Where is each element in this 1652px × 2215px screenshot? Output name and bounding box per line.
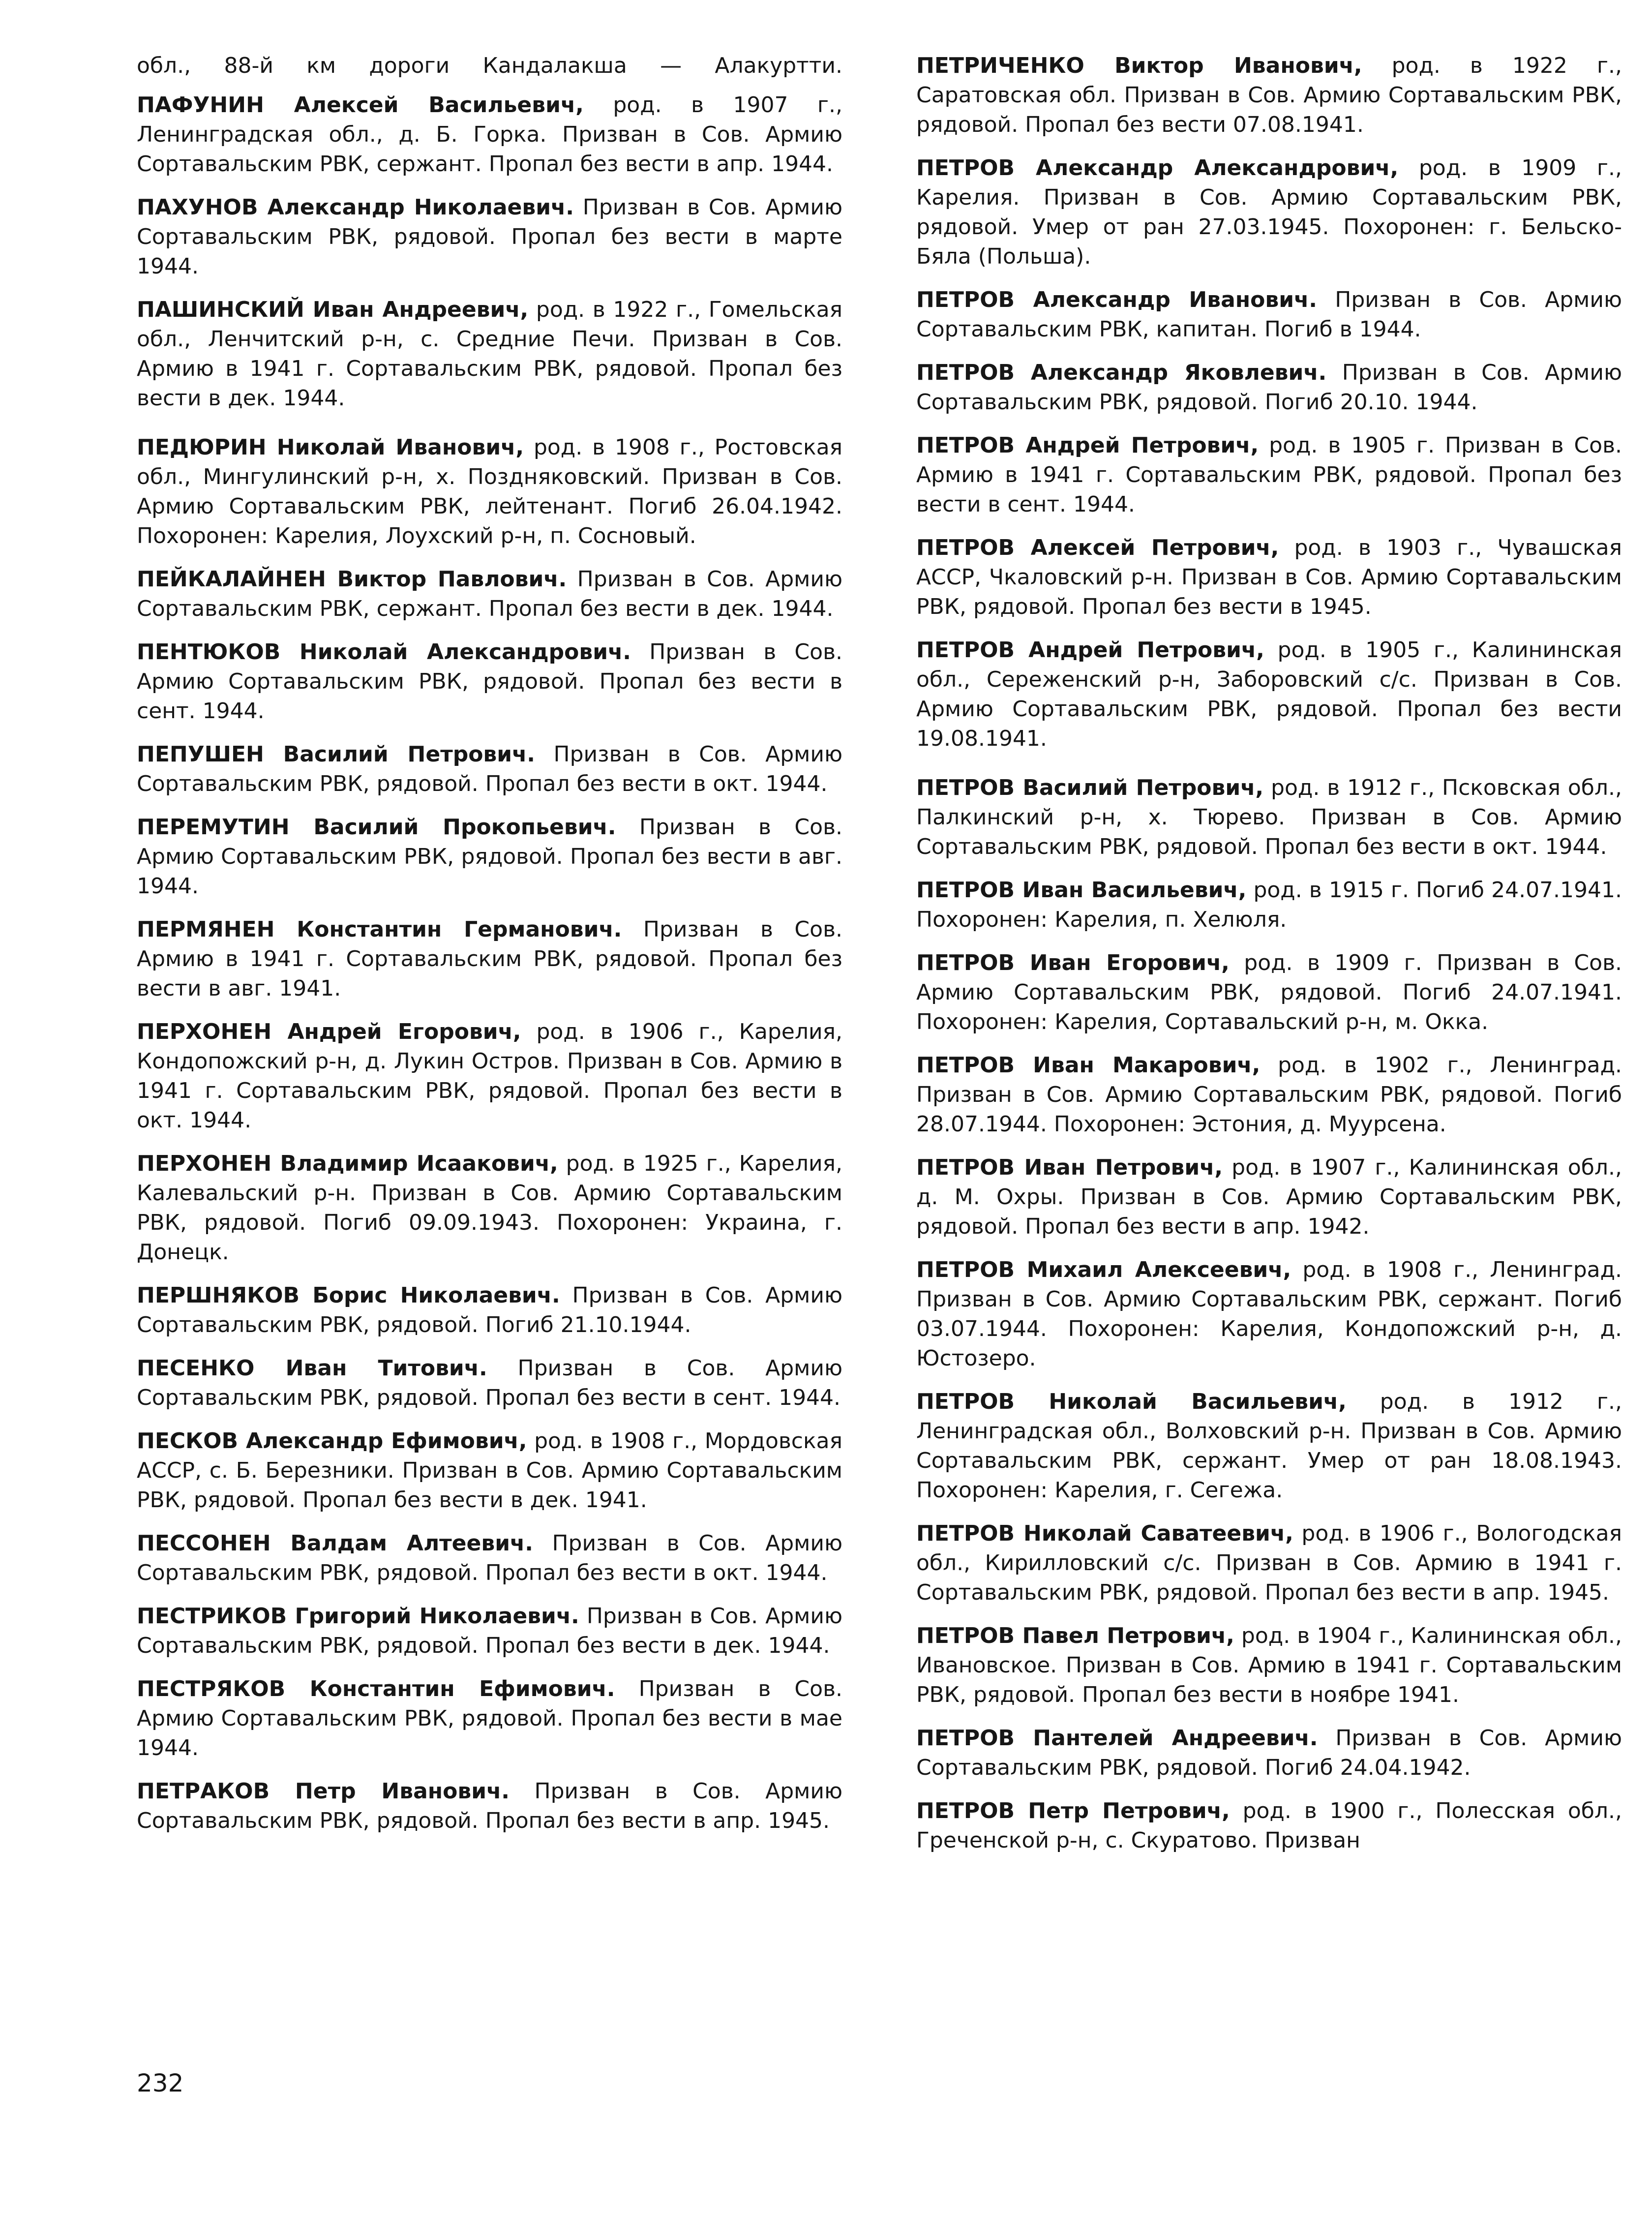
entry-name: ПЕТРОВ Василий Петрович, bbox=[916, 775, 1264, 800]
entry-name: ПЕТРОВ Иван Егорович, bbox=[916, 950, 1230, 975]
left-column bbox=[137, 51, 842, 1850]
list-entry bbox=[916, 51, 1622, 140]
entry-text: Призван в Сов. Армию Сортавальским РВК, рядовой. Пропал без вести в дек. 1944. bbox=[137, 1604, 843, 1658]
entry-text: Призван в Сов. Армию Сортавальским РВК, рядовой. Погиб 21.10.1944. bbox=[137, 1283, 842, 1337]
entry-text: Призван в Сов. Армию Сортавальским РВК, рядовой. Пропал без вести в апр. 1945. bbox=[137, 1779, 842, 1833]
list-entry bbox=[916, 773, 1622, 862]
list-entry bbox=[137, 433, 842, 551]
entry-name: ПЕТРОВ Петр Петрович, bbox=[916, 1798, 1230, 1823]
entry-text: Призван в Сов. Армию Сортавальским РВК, рядовой. Пропал без вести в марте 1944. bbox=[137, 195, 843, 279]
entry-name: ПЕДЮРИН Николай Иванович, bbox=[137, 435, 524, 460]
entry-name: ПЕСТРЯКОВ Константин Ефимович. bbox=[137, 1676, 615, 1701]
entry-name: ПЕТРОВ Андрей Петрович, bbox=[916, 637, 1264, 663]
entry-text: род. в 1912 г., Псковская обл., Палкинский р-н, х. Тюрево. Призван в Сов. Армию Сортавальским РВК, рядовой. Пропал без вести в окт. 1944. bbox=[916, 775, 1622, 859]
list-entry bbox=[137, 740, 842, 799]
list-entry bbox=[916, 1387, 1622, 1505]
entry-text: Призван в Сов. Армию Сортавальским РВК, рядовой. Пропал без вести в авг. 1944. bbox=[137, 815, 842, 899]
entry-text: род. в 1907 г., Калининская обл., д. М. Охры. Призван в Сов. Армию Сортавальским РВК, рядовой. Пропал без вести в апр. 1942. bbox=[916, 1155, 1622, 1239]
entry-text: род. в 1908 г., Ленинград. Призван в Сов. Армию Сортавальским РВК, сержант. Погиб 03.07.1944. Похоронен: Карелия, Кондопожский р-н, д. Юстозеро. bbox=[916, 1257, 1622, 1371]
entry-text: род. в 1907 г., Ленинградская обл., д. Б. Горка. Призван в Сов. Армию Сортавальским РВК, сержант. Пропал без вести в апр. 1944. bbox=[137, 92, 842, 177]
list-entry bbox=[916, 1724, 1622, 1783]
list-entry bbox=[137, 1529, 842, 1588]
list-entry bbox=[137, 1674, 842, 1763]
list-entry bbox=[916, 1051, 1622, 1139]
entry-name: ПЕТРОВ Михаил Алексеевич, bbox=[916, 1257, 1292, 1282]
entry-name: ПЕТРОВ Алексей Петрович, bbox=[916, 535, 1279, 560]
list-entry bbox=[137, 1354, 842, 1413]
entry-text: род. в 1915 г. Погиб 24.07.1941. Похоронен: Карелия, п. Хелюля. bbox=[916, 878, 1622, 932]
entry-name: ПЕТРОВ Иван Макарович, bbox=[916, 1053, 1261, 1078]
entry-text: Призван в Сов. Армию в 1941 г. Сортавальским РВК, рядовой. Пропал без вести в авг. 1941. bbox=[137, 917, 842, 1001]
list-entry bbox=[916, 1519, 1622, 1608]
entry-text: Призван в Сов. Армию Сортавальским РВК, рядовой. Пропал без вести в сент. 1944. bbox=[137, 639, 842, 724]
entry-name: ПЕТРОВ Николай Саватеевич, bbox=[916, 1521, 1293, 1546]
entry-text: род. в 1906 г., Карелия, Кондопожский р-н, д. Лукин Остров. Призван в Сов. Армию в 1941 г. Сортавальским РВК, рядовой. Пропал без вести в окт. 1944. bbox=[137, 1019, 842, 1133]
entry-text: Призван в Сов. Армию Сортавальским РВК, сержант. Пропал без вести в дек. 1944. bbox=[137, 567, 842, 621]
entry-name: ПЕССОНЕН Валдам Алтеевич. bbox=[137, 1531, 533, 1556]
list-entry bbox=[916, 431, 1622, 519]
entry-name: ПЕРЕМУТИН Василий Прокопьевич. bbox=[137, 815, 616, 840]
entry-text: Призван в Сов. Армию Сортавальским РВК, рядовой. Пропал без вести в окт. 1944. bbox=[137, 1531, 842, 1585]
entry-name: ПЕРШНЯКОВ Борис Николаевич. bbox=[137, 1283, 560, 1308]
entry-name: ПЕРХОНЕН Владимир Исаакович, bbox=[137, 1151, 558, 1176]
list-entry bbox=[916, 1153, 1622, 1242]
entry-name: ПЕНТЮКОВ Николай Александрович. bbox=[137, 639, 631, 665]
list-entry bbox=[916, 358, 1622, 417]
list-entry bbox=[916, 285, 1622, 344]
entry-text: род. в 1905 г. Призван в Сов. Армию в 1941 г. Сортавальским РВК, рядовой. Пропал без вести в сент. 1944. bbox=[916, 433, 1622, 517]
list-entry bbox=[137, 295, 842, 413]
list-entry bbox=[137, 1281, 842, 1340]
entry-text: род. в 1904 г., Калининская обл., Ивановское. Призван в Сов. Армию в 1941 г. Сортавальским РВК, рядовой. Пропал без вести в ноябре 1941. bbox=[916, 1623, 1622, 1707]
list-entry bbox=[137, 91, 842, 179]
entry-text: обл., 88-й км дороги Кандалакша — Алакуртти. bbox=[137, 53, 842, 78]
list-entry bbox=[916, 533, 1622, 622]
entry-text: Призван в Сов. Армию Сортавальским РВК, рядовой. Пропал без вести в окт. 1944. bbox=[137, 742, 842, 796]
entry-name: ПЕТРАКОВ Петр Иванович. bbox=[137, 1779, 510, 1804]
list-entry bbox=[916, 1796, 1622, 1855]
list-entry bbox=[137, 1017, 842, 1135]
list-entry bbox=[137, 193, 842, 281]
entry-text: Призван в Сов. Армию Сортавальским РВК, рядовой. Пропал без вести в мае 1944. bbox=[137, 1676, 842, 1760]
entry-text: Призван в Сов. Армию Сортавальским РВК, рядовой. Погиб 24.04.1942. bbox=[916, 1726, 1622, 1780]
entry-text: род. в 1900 г., Полесская обл., Греченской р-н, с. Скуратово. Призван bbox=[916, 1798, 1622, 1853]
list-entry bbox=[916, 876, 1622, 935]
entry-name: ПЕТРОВ Александр Яковлевич. bbox=[916, 360, 1327, 385]
list-entry bbox=[916, 636, 1622, 754]
page-number: 232 bbox=[137, 2069, 184, 2097]
entry-text: род. в 1925 г., Карелия, Калевальский р-н. Призван в Сов. Армию Сортавальским РВК, рядовой. Погиб 09.09.1943. Похоронен: Украина, г. Донецк. bbox=[137, 1151, 843, 1265]
entry-name: ПЕТРОВ Павел Петрович, bbox=[916, 1623, 1234, 1648]
list-entry bbox=[916, 948, 1622, 1037]
entry-name: ПЕТРОВ Николай Васильевич, bbox=[916, 1389, 1347, 1414]
entry-text: Призван в Сов. Армию Сортавальским РВК, рядовой. Пропал без вести в сент. 1944. bbox=[137, 1356, 842, 1410]
list-entry bbox=[137, 1426, 842, 1515]
entry-text: род. в 1922 г., Саратовская обл. Призван в Сов. Армию Сортавальским РВК, рядовой. Пропал без вести 07.08.1941. bbox=[916, 53, 1622, 137]
entry-name: ПЕТРОВ Александр Александрович, bbox=[916, 155, 1399, 181]
list-entry bbox=[137, 565, 842, 624]
entry-text: род. в 1909 г., Карелия. Призван в Сов. Армию Сортавальским РВК, рядовой. Умер от ран 27.03.1945. Похоронен: г. Бельско-Бяла (Польша). bbox=[916, 155, 1622, 269]
entry-text: род. в 1908 г., Ростовская обл., Мингулинский р-н, х. Поздняковский. Призван в Сов. Армию Сортавальским РВК, лейтенант. Погиб 26.04.1942. Похоронен: Карелия, Лоухский р-н, п. Сосновый. bbox=[137, 435, 843, 548]
entry-text: род. в 1912 г., Ленинградская обл., Волховский р-н. Призван в Сов. Армию Сортавальским РВК, сержант. Умер от ран 18.08.1943. Похоронен: Карелия, г. Сегежа. bbox=[916, 1389, 1622, 1503]
entry-name: ПАХУНОВ Александр Николаевич. bbox=[137, 195, 574, 220]
entry-name: ПЕСТРИКОВ Григорий Николаевич. bbox=[137, 1604, 579, 1629]
entry-name: ПЕЙКАЛАЙНЕН Виктор Павлович. bbox=[137, 567, 567, 592]
list-entry bbox=[916, 1255, 1622, 1373]
list-entry bbox=[916, 1621, 1622, 1710]
list-entry bbox=[137, 813, 842, 901]
entry-name: ПЕТРОВ Александр Иванович. bbox=[916, 287, 1318, 312]
list-entry bbox=[137, 1149, 842, 1267]
entry-name: ПЕПУШЕН Василий Петрович. bbox=[137, 742, 536, 767]
entry-name: ПЕСКОВ Александр Ефимович, bbox=[137, 1428, 527, 1454]
entry-text: род. в 1922 г., Гомельская обл., Ленчитский р-н, с. Средние Печи. Призван в Сов. Армию в 1941 г. Сортавальским РВК, рядовой. Пропал без вести в дек. 1944. bbox=[137, 297, 842, 411]
entry-name: ПЕТРОВ Пантелей Андреевич. bbox=[916, 1726, 1318, 1751]
entry-text: род. в 1902 г., Ленинград. Призван в Сов. Армию Сортавальским РВК, рядовой. Погиб 28.07.1944. Похоронен: Эстония, д. Муурсена. bbox=[916, 1053, 1622, 1137]
entry-name: ПЕТРОВ Иван Васильевич, bbox=[916, 878, 1247, 903]
entry-name: ПЕТРОВ Андрей Петрович, bbox=[916, 433, 1259, 458]
list-entry bbox=[137, 915, 842, 1003]
entry-name: ПЕРХОНЕН Андрей Егорович, bbox=[137, 1019, 521, 1044]
entry-name: ПАШИНСКИЙ Иван Андреевич, bbox=[137, 297, 529, 322]
entry-text: род. в 1906 г., Вологодская обл., Кирилловский с/с. Призван в Сов. Армию в 1941 г. Сортавальским РВК, рядовой. Пропал без вести в апр. 1945. bbox=[916, 1521, 1622, 1605]
entry-text: род. в 1908 г., Мордовская АССР, с. Б. Березники. Призван в Сов. Армию Сортавальским РВК, рядовой. Пропал без вести в дек. 1941. bbox=[137, 1428, 842, 1513]
entry-text: Призван в Сов. Армию Сортавальским РВК, рядовой. Погиб 20.10. 1944. bbox=[916, 360, 1622, 415]
entry-name: ПЕТРОВ Иван Петрович, bbox=[916, 1155, 1223, 1180]
entry-text: род. в 1903 г., Чувашская АССР, Чкаловский р-н. Призван в Сов. Армию Сортавальским РВК, рядовой. Пропал без вести в 1945. bbox=[916, 535, 1622, 619]
entry-name: ПЕРМЯНЕН Константин Германович. bbox=[137, 917, 622, 942]
entry-text: род. в 1905 г., Калининская обл., Сереженский р-н, Заборовский с/с. Призван в Сов. Армию Сортавальским РВК, рядовой. Пропал без вести 19.08.1941. bbox=[916, 637, 1622, 751]
entry-name: ПЕТРИЧЕНКО Виктор Иванович, bbox=[916, 53, 1362, 78]
list-entry bbox=[137, 637, 842, 726]
list-entry bbox=[137, 1777, 842, 1836]
right-column bbox=[916, 51, 1622, 1869]
list-entry bbox=[137, 51, 842, 81]
list-entry bbox=[137, 1602, 842, 1661]
entry-text: Призван в Сов. Армию Сортавальским РВК, капитан. Погиб в 1944. bbox=[916, 287, 1622, 342]
entry-name: ПЕСЕНКО Иван Титович. bbox=[137, 1356, 487, 1381]
entry-name: ПАФУНИН Алексей Васильевич, bbox=[137, 92, 584, 118]
list-entry bbox=[916, 153, 1622, 272]
entry-text: род. в 1909 г. Призван в Сов. Армию Сортавальским РВК, рядовой. Погиб 24.07.1941. Похоронен: Карелия, Сортавальский р-н, м. Окка. bbox=[916, 950, 1622, 1034]
